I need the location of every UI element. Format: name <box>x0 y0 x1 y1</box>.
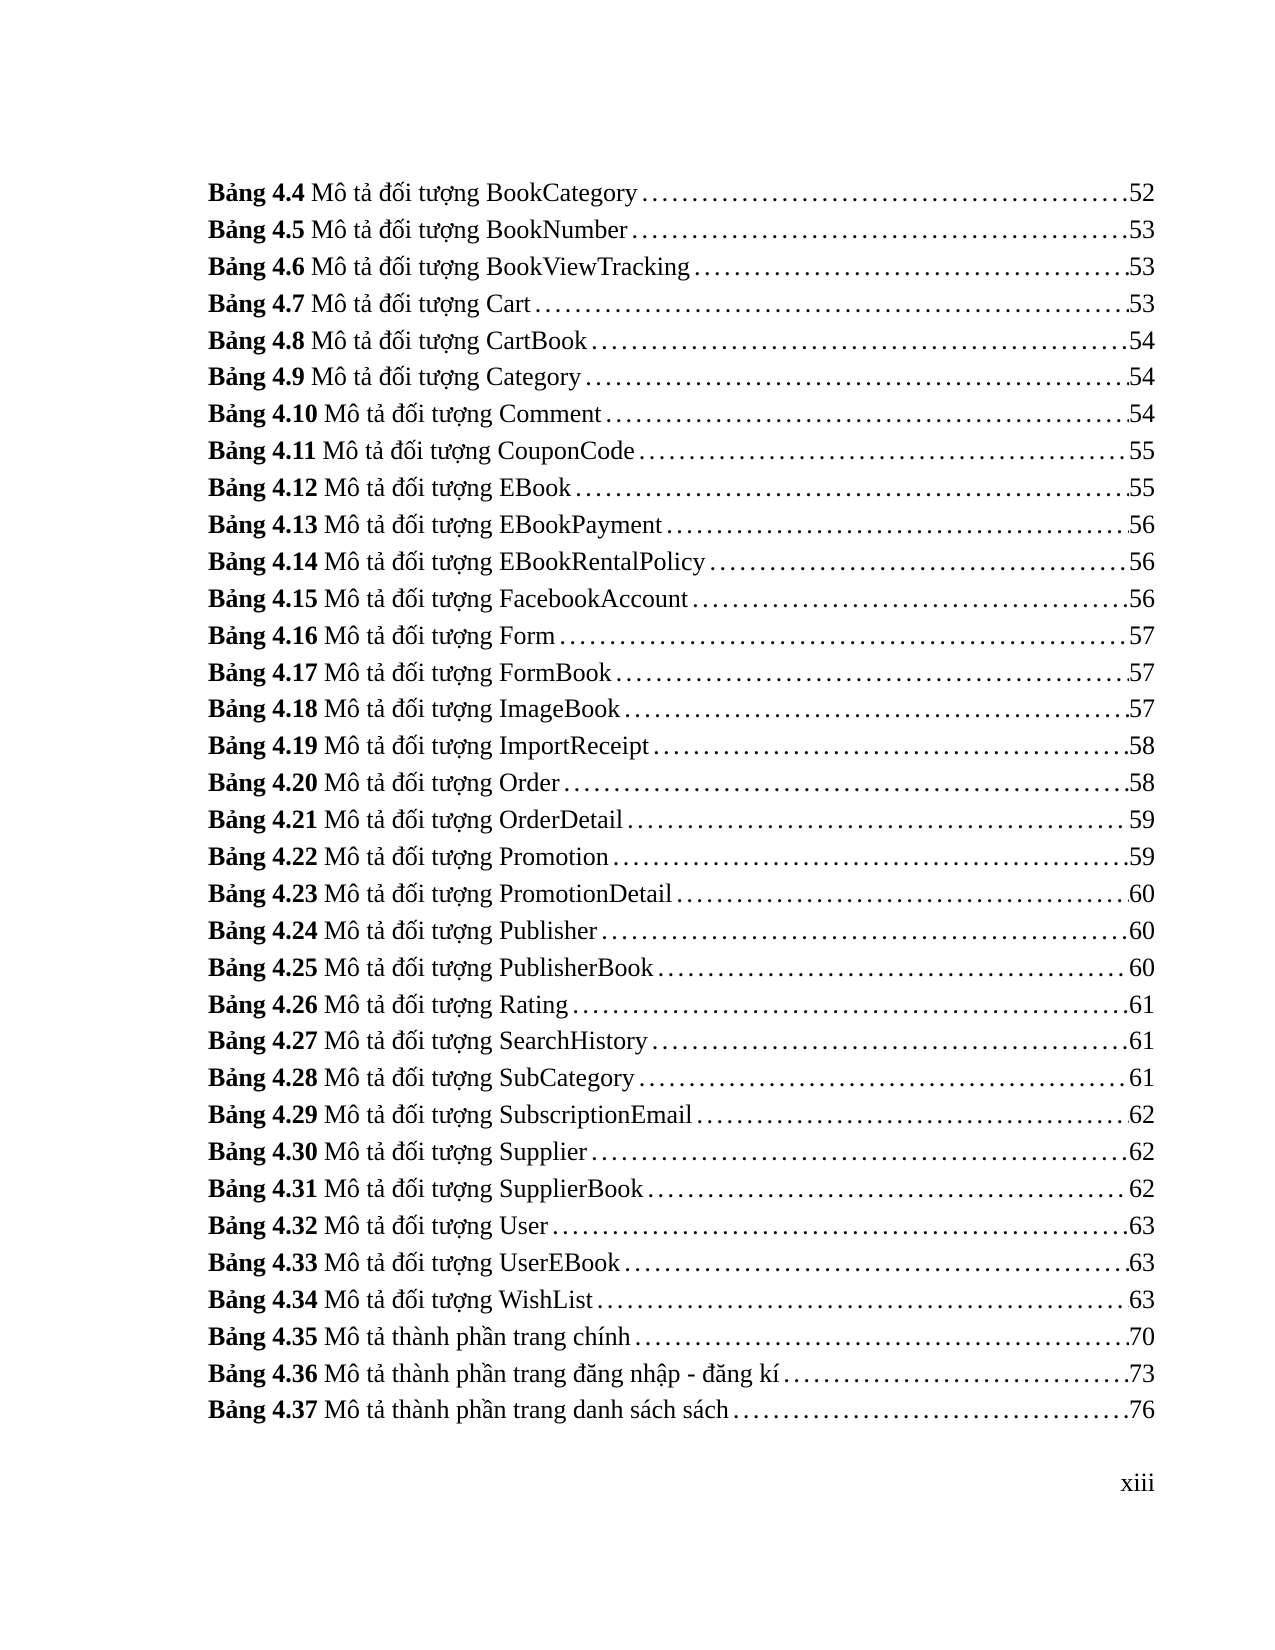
toc-entry <box>208 802 1155 839</box>
toc-entry-title: Mô tả đối tượng EBookRentalPolicy <box>323 546 706 576</box>
dot-leader <box>597 1282 1129 1319</box>
toc-entry-title: Mô tả đối tượng Cart <box>310 288 531 318</box>
dot-leader <box>666 507 1129 544</box>
toc-entry-label: Bảng 4.10 <box>208 399 318 429</box>
toc-entry-page-number: 54 <box>1129 399 1155 429</box>
toc-entry-label: Bảng 4.31 <box>208 1174 318 1204</box>
dot-leader <box>653 728 1129 765</box>
dot-leader <box>635 1319 1129 1356</box>
toc-entry-page-number: 60 <box>1129 952 1155 982</box>
dot-leader <box>572 987 1129 1024</box>
dot-leader <box>627 802 1129 839</box>
toc-entry-label: Bảng 4.29 <box>208 1100 318 1130</box>
toc-entry <box>208 1097 1155 1134</box>
dot-leader <box>639 433 1129 470</box>
toc-entry-page-number: 61 <box>1129 1026 1155 1056</box>
dot-leader <box>642 175 1129 212</box>
toc-entry <box>208 175 1155 212</box>
toc-entry <box>208 950 1155 987</box>
toc-entry-page-number: 56 <box>1129 510 1155 540</box>
toc-entry-page-number: 57 <box>1129 694 1155 724</box>
toc-entry-title: Mô tả đối tượng Rating <box>323 989 569 1019</box>
dot-leader <box>606 396 1129 433</box>
toc-entry-page-number: 53 <box>1129 288 1155 318</box>
toc-entry-title: Mô tả đối tượng User <box>323 1210 549 1240</box>
dot-leader <box>783 1356 1129 1393</box>
dot-leader <box>697 1097 1129 1134</box>
toc-entry <box>208 618 1155 655</box>
toc-entry-label: Bảng 4.15 <box>208 583 318 613</box>
toc-entry-title: Mô tả đối tượng Supplier <box>323 1137 588 1167</box>
toc-entry-label: Bảng 4.25 <box>208 952 318 982</box>
toc-entry-label: Bảng 4.16 <box>208 620 318 650</box>
toc-entry-label: Bảng 4.11 <box>208 436 317 466</box>
page-number-footer: xiii <box>1120 1468 1155 1497</box>
dot-leader <box>694 249 1129 286</box>
toc-entry-title: Mô tả đối tượng BookViewTracking <box>310 251 691 281</box>
dot-leader <box>624 691 1129 728</box>
toc-entry-label: Bảng 4.20 <box>208 768 318 798</box>
toc-entry <box>208 1282 1155 1319</box>
toc-entry <box>208 212 1155 249</box>
toc-entry-title: Mô tả đối tượng FormBook <box>323 657 612 687</box>
toc-entry <box>208 728 1155 765</box>
dot-leader <box>647 1171 1129 1208</box>
toc-entry-label: Bảng 4.24 <box>208 915 318 945</box>
dot-leader <box>613 839 1129 876</box>
dot-leader <box>564 765 1129 802</box>
toc-entry-label: Bảng 4.5 <box>208 214 305 244</box>
toc-entry-title: Mô tả đối tượng WishList <box>323 1284 593 1314</box>
toc-entry-page-number: 59 <box>1129 805 1155 835</box>
dot-leader <box>692 581 1129 618</box>
toc-entry-label: Bảng 4.9 <box>208 362 305 392</box>
toc-entry <box>208 1060 1155 1097</box>
toc-entry-title: Mô tả đối tượng EBook <box>323 473 572 503</box>
toc-entry <box>208 1319 1155 1356</box>
toc-entry-page-number: 61 <box>1129 989 1155 1019</box>
toc-entry-title: Mô tả đối tượng CouponCode <box>322 436 635 466</box>
dot-leader <box>639 1060 1129 1097</box>
toc-entry <box>208 286 1155 323</box>
toc-entry-page-number: 62 <box>1129 1174 1155 1204</box>
toc-entry-title: Mô tả đối tượng ImageBook <box>323 694 621 724</box>
toc-entry-label: Bảng 4.19 <box>208 731 318 761</box>
dot-leader <box>632 212 1129 249</box>
toc-entry <box>208 1208 1155 1245</box>
toc-entry-label: Bảng 4.30 <box>208 1137 318 1167</box>
toc-entry <box>208 581 1155 618</box>
toc-entry-label: Bảng 4.17 <box>208 657 318 687</box>
toc-entry-title: Mô tả đối tượng BookCategory <box>310 178 638 207</box>
toc-entry-page-number: 52 <box>1129 178 1155 207</box>
toc-entry-page-number: 70 <box>1129 1321 1155 1351</box>
toc-entry-label: Bảng 4.37 <box>208 1395 318 1425</box>
toc-entry-label: Bảng 4.33 <box>208 1247 318 1277</box>
toc-entry-title: Mô tả đối tượng Form <box>323 620 556 650</box>
toc-entry-label: Bảng 4.23 <box>208 878 318 908</box>
toc-entry-page-number: 54 <box>1129 362 1155 392</box>
toc-entry-title: Mô tả đối tượng EBookPayment <box>323 510 663 540</box>
toc-entry <box>208 323 1155 360</box>
toc-entry-title: Mô tả thành phần trang danh sách sách <box>323 1395 729 1425</box>
toc-entry-label: Bảng 4.21 <box>208 805 318 835</box>
toc-entry-page-number: 73 <box>1129 1358 1155 1388</box>
toc-entry <box>208 396 1155 433</box>
dot-leader <box>676 876 1129 913</box>
toc-entry-label: Bảng 4.7 <box>208 288 305 318</box>
toc-entry-title: Mô tả đối tượng FacebookAccount <box>323 583 689 613</box>
dot-leader <box>591 1134 1129 1171</box>
toc-entry-page-number: 59 <box>1129 842 1155 872</box>
toc-entry <box>208 1171 1155 1208</box>
toc-entry-title: Mô tả đối tượng Category <box>310 362 582 392</box>
toc-entry-title: Mô tả đối tượng CartBook <box>310 325 588 355</box>
dot-leader <box>585 359 1129 396</box>
toc-entry <box>208 433 1155 470</box>
toc-entry-label: Bảng 4.6 <box>208 251 305 281</box>
toc-entry <box>208 913 1155 950</box>
toc-entry <box>208 1392 1155 1429</box>
toc-entry-label: Bảng 4.36 <box>208 1358 318 1388</box>
toc-entry-page-number: 63 <box>1129 1210 1155 1240</box>
toc-entry-label: Bảng 4.8 <box>208 325 305 355</box>
toc-entry-page-number: 55 <box>1129 473 1155 503</box>
toc-entry-page-number: 53 <box>1129 214 1155 244</box>
toc-entry-title: Mô tả đối tượng PublisherBook <box>323 952 654 982</box>
toc-entry-title: Mô tả thành phần trang chính <box>323 1321 631 1351</box>
toc-entry-page-number: 57 <box>1129 657 1155 687</box>
toc-entry-title: Mô tả đối tượng SubCategory <box>323 1063 635 1093</box>
toc-entry-page-number: 60 <box>1129 878 1155 908</box>
toc-entry-label: Bảng 4.4 <box>208 178 305 207</box>
toc-entry-title: Mô tả thành phần trang đăng nhập - đăng kí <box>323 1358 780 1388</box>
dot-leader <box>658 950 1129 987</box>
toc-entry-label: Bảng 4.27 <box>208 1026 318 1056</box>
toc-entry-page-number: 58 <box>1129 731 1155 761</box>
toc-entry-page-number: 62 <box>1129 1137 1155 1167</box>
toc-entry-page-number: 56 <box>1129 546 1155 576</box>
toc-entry-label: Bảng 4.13 <box>208 510 318 540</box>
dot-leader <box>575 470 1129 507</box>
toc-entry-page-number: 53 <box>1129 251 1155 281</box>
dot-leader <box>559 618 1129 655</box>
dot-leader <box>710 544 1129 581</box>
toc-entry <box>208 249 1155 286</box>
toc-entry <box>208 691 1155 728</box>
toc-entry-title: Mô tả đối tượng Order <box>323 768 560 798</box>
toc-entry <box>208 544 1155 581</box>
toc-entry-label: Bảng 4.28 <box>208 1063 318 1093</box>
toc-entry-page-number: 55 <box>1129 436 1155 466</box>
toc-entry <box>208 507 1155 544</box>
toc-entry-title: Mô tả đối tượng OrderDetail <box>323 805 624 835</box>
toc-entry-label: Bảng 4.14 <box>208 546 318 576</box>
toc-entry-page-number: 63 <box>1129 1247 1155 1277</box>
toc-entry-label: Bảng 4.26 <box>208 989 318 1019</box>
toc-entry-label: Bảng 4.18 <box>208 694 318 724</box>
toc-entry <box>208 987 1155 1024</box>
toc-entry-page-number: 54 <box>1129 325 1155 355</box>
toc-entry-title: Mô tả đối tượng Promotion <box>323 842 609 872</box>
list-of-tables <box>208 175 1155 1429</box>
toc-entry <box>208 765 1155 802</box>
toc-entry <box>208 359 1155 396</box>
dot-leader <box>624 1245 1129 1282</box>
toc-entry-title: Mô tả đối tượng UserEBook <box>323 1247 621 1277</box>
toc-entry-page-number: 63 <box>1129 1284 1155 1314</box>
toc-entry-title: Mô tả đối tượng Publisher <box>323 915 598 945</box>
toc-entry-title: Mô tả đối tượng Comment <box>323 399 602 429</box>
dot-leader <box>652 1023 1129 1060</box>
toc-entry-title: Mô tả đối tượng BookNumber <box>310 214 628 244</box>
toc-entry <box>208 655 1155 692</box>
toc-entry <box>208 470 1155 507</box>
dot-leader <box>601 913 1129 950</box>
toc-entry <box>208 1023 1155 1060</box>
toc-entry-label: Bảng 4.34 <box>208 1284 318 1314</box>
toc-entry-page-number: 76 <box>1129 1395 1155 1425</box>
dot-leader <box>616 655 1129 692</box>
toc-entry <box>208 1245 1155 1282</box>
toc-entry-title: Mô tả đối tượng ImportReceipt <box>323 731 650 761</box>
toc-entry-title: Mô tả đối tượng SearchHistory <box>323 1026 648 1056</box>
toc-entry <box>208 1356 1155 1393</box>
toc-entry-label: Bảng 4.22 <box>208 842 318 872</box>
toc-entry <box>208 1134 1155 1171</box>
dot-leader <box>552 1208 1129 1245</box>
toc-entry-label: Bảng 4.12 <box>208 473 318 503</box>
toc-entry <box>208 839 1155 876</box>
toc-entry <box>208 876 1155 913</box>
toc-entry-page-number: 60 <box>1129 915 1155 945</box>
dot-leader <box>733 1392 1129 1429</box>
toc-entry-page-number: 57 <box>1129 620 1155 650</box>
dot-leader <box>535 286 1129 323</box>
toc-entry-title: Mô tả đối tượng SubscriptionEmail <box>323 1100 693 1130</box>
toc-entry-label: Bảng 4.35 <box>208 1321 318 1351</box>
toc-entry-page-number: 56 <box>1129 583 1155 613</box>
toc-entry-page-number: 61 <box>1129 1063 1155 1093</box>
toc-entry-page-number: 58 <box>1129 768 1155 798</box>
toc-entry-title: Mô tả đối tượng PromotionDetail <box>323 878 673 908</box>
toc-entry-page-number: 62 <box>1129 1100 1155 1130</box>
toc-entry-label: Bảng 4.32 <box>208 1210 318 1240</box>
toc-entry-title: Mô tả đối tượng SupplierBook <box>323 1174 644 1204</box>
dot-leader <box>591 323 1129 360</box>
